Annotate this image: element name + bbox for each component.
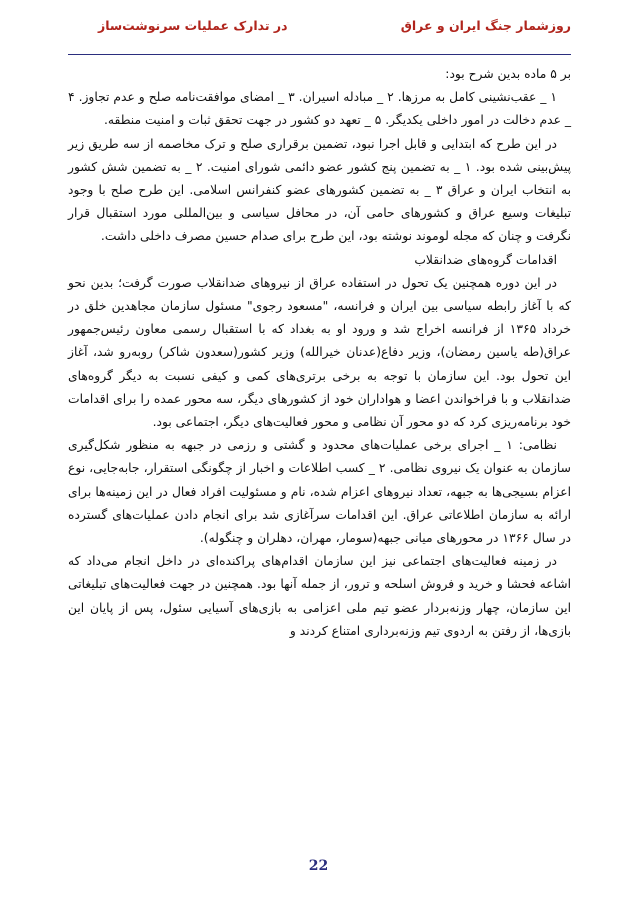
header-divider (68, 54, 571, 55)
paragraph-peace-plan: در این طرح که ابتدایی و قابل اجرا نبود، تضمین برقراری صلح و ترک مخاصمه از سه طریق زیر پیش‌بینی شده بود. ۱ _ به تضمین پنج کشور عضو دائمی شورای امنیت. ۲ _ به تضمین شش کشور به انتخاب ایران و عراق ۳ _ به تضمین کشورهای عضو کنفرانس اسلامی. این طرح صلح با وجود تبلیغات وسیع عراق و کشورهای حامی آن، در محافل سیاسی و بین‌المللی مورد استقبال قرار نگرفت و چنان که مجله لوموند نوشته بود، این طرح برای صدام حسین مصرف داخلی داشت. (68, 136, 571, 244)
running-header (68, 18, 571, 46)
page-body (68, 63, 571, 643)
section-title: در تدارک عملیات سرنوشت‌ساز (98, 18, 288, 33)
page-number: 22 (308, 858, 329, 874)
paragraph-intro: بر ۵ ماده بدین شرح بود: (445, 67, 571, 81)
book-title: روزشمار جنگ ایران و عراق (400, 18, 571, 33)
paragraph-counter-revolution: در این دوره همچنین یک تحول در استفاده عراق از نیروهای ضدانقلاب صورت گرفت؛ بدین نحو که با آغاز رابطه سیاسی بین ایران و فرانسه، "مسعود رجوی" مسئول سازمان مجاهدین خلق در خرداد ۱۳۶۵ از فرانسه اخراج شد و ورود او به بغداد که با استقبال رسمی معاون رئیس‌جمهور عراق(طه یاسین رمضان)، وزیر دفاع(عدنان خیرالله) وزیر کشور(سعدون شاکر) روبه‌رو شد، آغاز این تحول بود. این سازمان با توجه به برخی برتری‌های کمی و کیفی نسبت به دیگر گروه‌های ضدانقلاب و با فراخواندن اعضا و هواداران خود از کشورهای دیگر، سه محور عمده را برای اقدامات خود برنامه‌ریزی کرد که دو محور آن نظامی و محور فعالیت‌های دیگر، اجتماعی بود. (68, 275, 571, 430)
paragraph-social: در زمینه فعالیت‌های اجتماعی نیز این سازمان اقدام‌های پراکنده‌ای در داخل انجام می‌داد که اشاعه فحشا و خرید و فروش اسلحه و ترور، از جمله آنها بود. همچنین در جهت فعالیت‌های تبلیغاتی این سازمان، چهار وزنه‌بردار عضو تیم ملی اعزامی به بازی‌های آسیایی سئول، پس از پایان این بازی‌ها، از رفتن به اردوی تیم وزنه‌برداری امتناع کردند و (68, 554, 571, 638)
section-heading: اقدامات گروه‌های ضدانقلاب (414, 252, 557, 267)
paragraph-military: نظامی: ۱ _ اجرای برخی عملیات‌های محدود و گشتی و رزمی در جبهه به منظور شکل‌گیری سازمان به عنوان یک نیروی نظامی. ۲ _ کسب اطلاعات و اخبار از چگونگی استقرار، جابه‌جایی، نوع اعزام بسیجی‌ها به جبهه، تعداد نیروهای اعزام شده، نام و مسئولیت افراد فعال در این زمینه‌ها برای ارائه به سازمان اطلاعاتی عراق. این اقدامات سرآغازی شد برای انجام دادن عملیات‌های گسترده در سال ۱۳۶۶ در محورهای میانی جبهه(سومار، مهران، دهلران و چنگوله). (68, 438, 571, 546)
paragraph-articles: ۱ _ عقب‌نشینی کامل به مرزها. ۲ _ مبادله اسیران. ۳ _ امضای موافقت‌نامه صلح و عدم تجاوز. ۴ _ عدم دخالت در امور داخلی یکدیگر. ۵ _ تعهد دو کشور در جهت تحقق ثبات و امنیت منطقه. (68, 90, 571, 128)
